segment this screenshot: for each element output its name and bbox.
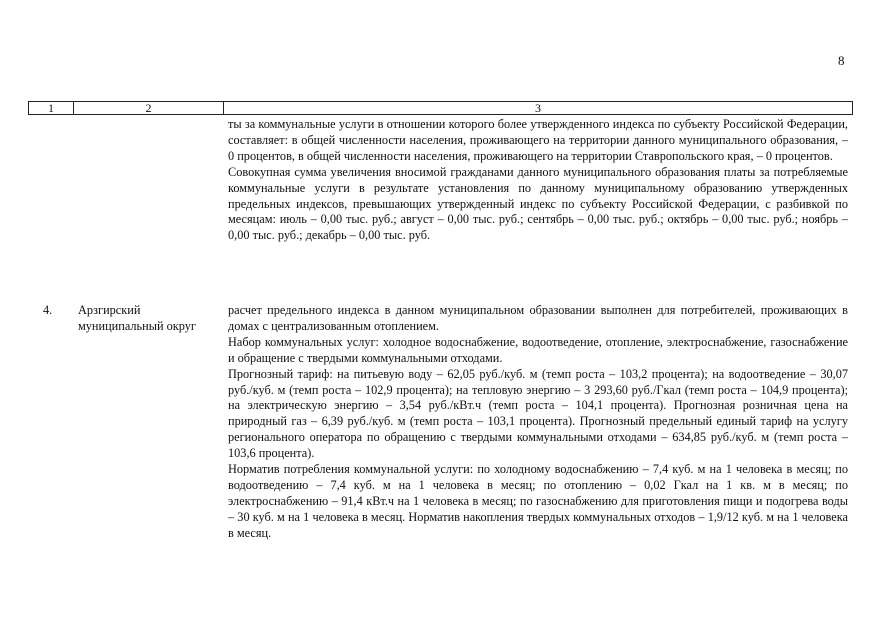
continuation-paragraph-2: Совокупная сумма увеличения вносимой гражданами данного муниципального образования платы за потребляемые коммунальные услуги в результате установления по данному муниципальному образованию утвержденных предельных индексов, превышающих утвержденный индекс по субъекту Российской Федерации, с разбивкой по месяцам: июль – 0,00 тыс. руб.; август – 0,00 тыс. руб.; сентябрь – 0,00 тыс. руб.; октябрь – 0,00 тыс. руб.; ноябрь – 0,00 тыс. руб.; декабрь – 0,00 тыс. руб. [228,164,848,243]
column-number-2: 2 [74,102,224,114]
column-number-1: 1 [29,102,74,114]
column-number-3: 3 [535,101,541,115]
row-paragraph-3: Прогнозный тариф: на питьевую воду – 62,05 руб./куб. м (темп роста – 103,2 процента); на водоотведение – 30,07 руб./куб. м (темп роста – 102,9 процента); на тепловую энергию – 3 293,60 руб./Гкал (темп роста – 104,9 процента); на электрическую энергию – 3,54 руб./кВт.ч (темп роста – 104,1 процента). Прогнозная розничная цена на природный газ – 6,39 руб./куб. м (темп роста – 103,1 процента). Прогнозный предельный единый тариф на услугу регионального оператора по обращению с твердыми коммунальными отходами – 634,85 руб./куб. м (темп роста – 103,6 процента). [228,366,848,461]
row-paragraph-2: Набор коммунальных услуг: холодное водоснабжение, водоотведение, отопление, электроснабжение, газоснабжение и обращение с твердыми коммунальными отходами. [228,334,848,365]
row-number: 4. [43,303,53,317]
table-column-header [28,101,853,115]
row-paragraph-1: расчет предельного индекса в данном муниципальном образовании выполнен для потребителей, проживающих в домах с централизованным отоплением. [228,303,848,333]
continuation-text [228,117,848,244]
municipality-name: Арзгирский муниципальный округ [78,303,196,333]
row-paragraph-4: Норматив потребления коммунальной услуги: по холодному водоснабжению – 7,4 куб. м на 1 человека в месяц; по водоотведению – 7,4 куб. м на 1 человека в месяц; по отоплению – 0,02 Гкал на 1 кв. м в месяц; по электроснабжению – 91,4 кВт.ч на 1 человека в месяц; по газоснабжению для приготовления пищи и подогрева воды – 30 куб. м на 1 человека в месяц. Норматив накопления твердых коммунальных отходов – 1,9/12 куб. м на 1 человека в месяц. [228,462,848,540]
page-number: 8 [838,53,845,68]
row-description [228,303,848,542]
continuation-paragraph-1: ты за коммунальные услуги в отношении которого более утвержденного индекса по субъекту Российской Федерации, составляет: в общей численности населения, проживающего на территории данного муниципального образования, – 0 процентов, в общей численности населения, проживающего на территории Ставропольского края, – 0 процентов. [228,117,848,163]
